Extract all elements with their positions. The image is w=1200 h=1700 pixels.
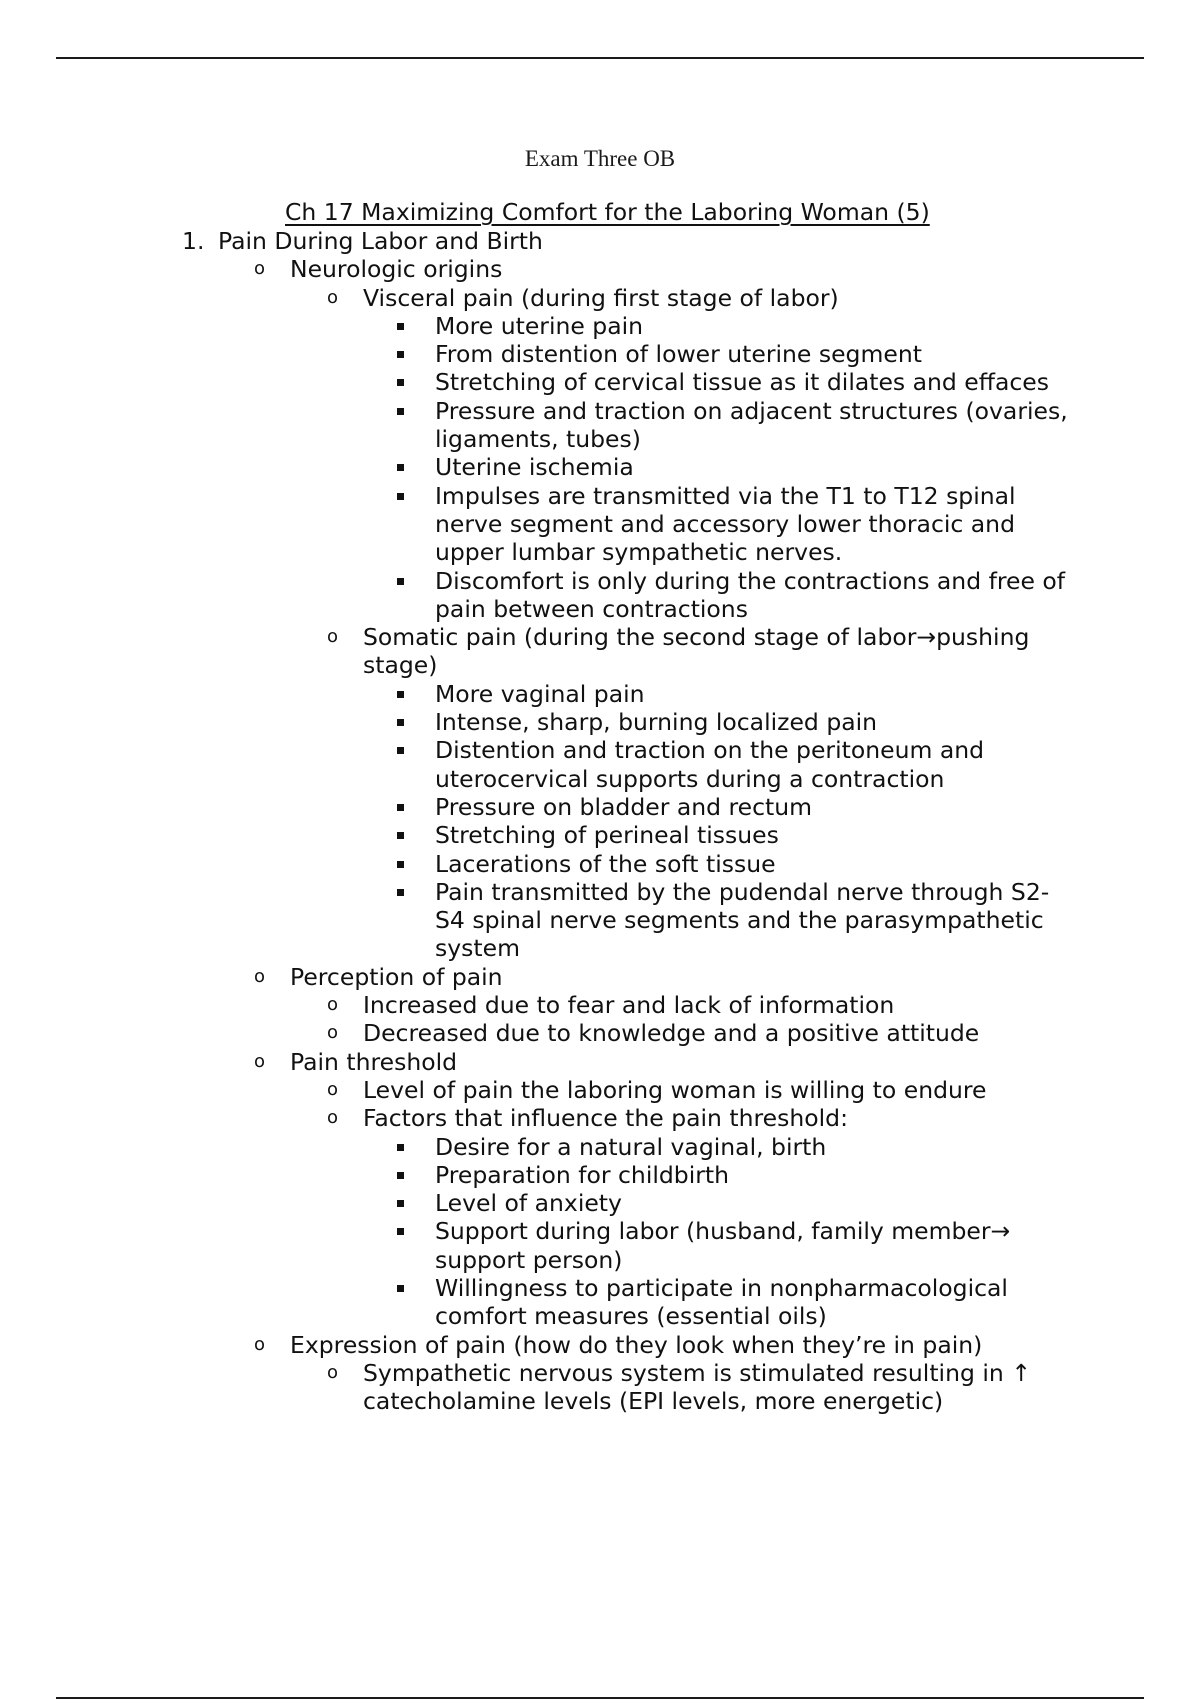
list-item-l4	[0, 1217, 1200, 1245]
circle-bullet-icon: o	[254, 965, 266, 987]
list-item-l4	[0, 793, 1200, 821]
list-item-text: Factors that influence the pain threshold:	[363, 1104, 848, 1133]
list-item-text: More uterine pain	[435, 311, 644, 340]
list-item-text: Pressure on bladder and rectum	[435, 792, 813, 821]
list-item-text: Somatic pain (during the second stage of labor→pushing	[363, 623, 1030, 652]
list-item-text: Pain transmitted by the pudendal nerve through S2-	[435, 877, 1050, 906]
list-item-text: Sympathetic nervous system is stimulated resulting in ↑	[363, 1358, 1031, 1387]
list-item-text: Pain threshold	[290, 1047, 458, 1076]
list-item-continuation	[0, 765, 1200, 793]
list-item-text: comfort measures (essential oils)	[435, 1302, 827, 1331]
square-bullet-icon	[397, 861, 404, 868]
outline-list	[0, 227, 1200, 1415]
list-item-continuation	[0, 651, 1200, 679]
list-item-text: support person)	[435, 1245, 623, 1274]
list-item-text: ligaments, tubes)	[435, 425, 641, 454]
list-item-continuation	[0, 1246, 1200, 1274]
footer-rule	[56, 1697, 1144, 1699]
square-bullet-icon	[397, 578, 404, 585]
list-item-l4	[0, 821, 1200, 849]
list-item-text: upper lumbar sympathetic nerves.	[435, 538, 843, 567]
list-item-continuation	[0, 510, 1200, 538]
list-item-text: system	[435, 934, 520, 963]
list-item-l4	[0, 878, 1200, 906]
chapter-heading: Ch 17 Maximizing Comfort for the Laboring Woman (5)	[285, 198, 930, 226]
list-item-text: Decreased due to knowledge and a positive attitude	[363, 1019, 980, 1048]
list-item-text: Preparation for childbirth	[435, 1160, 730, 1189]
list-item-continuation	[0, 425, 1200, 453]
list-item-text: Intense, sharp, burning localized pain	[435, 708, 878, 737]
list-item-text: More vaginal pain	[435, 679, 645, 708]
square-bullet-icon	[397, 691, 404, 698]
list-item-l3	[0, 1019, 1200, 1047]
list-item-text: S4 spinal nerve segments and the parasympathetic	[435, 906, 1044, 935]
list-item-l4	[0, 340, 1200, 368]
list-item-continuation	[0, 595, 1200, 623]
list-item-continuation	[0, 906, 1200, 934]
list-item-l3	[0, 991, 1200, 1019]
list-item-l3	[0, 623, 1200, 651]
list-item-l4	[0, 397, 1200, 425]
list-item-l3	[0, 1359, 1200, 1387]
list-item-text: Impulses are transmitted via the T1 to T12 spinal	[435, 481, 1016, 510]
list-item-text: Pressure and traction on adjacent structures (ovaries,	[435, 396, 1068, 425]
list-item-l3	[0, 284, 1200, 312]
list-item-text: uterocervical supports during a contraction	[435, 764, 945, 793]
square-bullet-icon	[397, 323, 404, 330]
list-item-l4	[0, 1189, 1200, 1217]
circle-bullet-icon: o	[254, 1333, 266, 1355]
list-item-text: Stretching of cervical tissue as it dilates and effaces	[435, 368, 1049, 397]
circle-bullet-icon: o	[327, 994, 339, 1016]
square-bullet-icon	[397, 464, 404, 471]
list-item-text: Neurologic origins	[290, 255, 503, 284]
list-item-l1	[0, 227, 1200, 255]
list-item-l4	[0, 850, 1200, 878]
circle-bullet-icon: o	[327, 1361, 339, 1383]
list-item-text: Increased due to fear and lack of information	[363, 991, 895, 1020]
list-item-l4	[0, 1161, 1200, 1189]
list-item-l2	[0, 1331, 1200, 1359]
list-item-l2	[0, 1048, 1200, 1076]
list-item-continuation	[0, 934, 1200, 962]
header-rule	[56, 57, 1144, 59]
list-item-l2	[0, 255, 1200, 283]
square-bullet-icon	[397, 1285, 404, 1292]
list-item-text: Stretching of perineal tissues	[435, 821, 779, 850]
list-item-l4	[0, 1133, 1200, 1161]
list-item-l4	[0, 680, 1200, 708]
list-item-text: Expression of pain (how do they look when they’re in pain)	[290, 1330, 983, 1359]
list-item-text: Perception of pain	[290, 962, 503, 991]
list-item-l2	[0, 963, 1200, 991]
square-bullet-icon	[397, 747, 404, 754]
list-item-text: Visceral pain (during first stage of labor)	[363, 283, 839, 312]
list-item-l4	[0, 567, 1200, 595]
list-item-text: Support during labor (husband, family member→	[435, 1217, 1011, 1246]
list-item-text: Willingness to participate in nonpharmacological	[435, 1273, 1008, 1302]
document-title: Exam Three OB	[524, 146, 676, 171]
circle-bullet-icon: o	[327, 1107, 339, 1129]
square-bullet-icon	[397, 1172, 404, 1179]
circle-bullet-icon: o	[327, 286, 339, 308]
square-bullet-icon	[397, 351, 404, 358]
list-item-l3	[0, 1104, 1200, 1132]
list-item-l4	[0, 736, 1200, 764]
list-item-continuation	[0, 538, 1200, 566]
square-bullet-icon	[397, 832, 404, 839]
list-item-l4	[0, 312, 1200, 340]
list-item-l4	[0, 1274, 1200, 1302]
list-item-text: catecholamine levels (EPI levels, more energetic)	[363, 1387, 944, 1416]
circle-bullet-icon: o	[254, 258, 266, 280]
list-item-l4	[0, 708, 1200, 736]
square-bullet-icon	[397, 1144, 404, 1151]
list-item-text: pain between contractions	[435, 594, 748, 623]
list-item-l4	[0, 368, 1200, 396]
circle-bullet-icon: o	[327, 1078, 339, 1100]
list-item-text: From distention of lower uterine segment	[435, 340, 922, 369]
list-item-text: Desire for a natural vaginal, birth	[435, 1132, 827, 1161]
list-item-text: Distention and traction on the peritoneum and	[435, 736, 985, 765]
square-bullet-icon	[397, 493, 404, 500]
list-item-text: Lacerations of the soft tissue	[435, 849, 776, 878]
square-bullet-icon	[397, 1228, 404, 1235]
list-item-text: Discomfort is only during the contractions and free of	[435, 566, 1066, 595]
list-item-continuation	[0, 1302, 1200, 1330]
list-item-text: Pain During Labor and Birth	[218, 227, 543, 255]
square-bullet-icon	[397, 379, 404, 386]
list-item-continuation	[0, 1387, 1200, 1415]
list-item-text: Uterine ischemia	[435, 453, 634, 482]
list-item-text: Level of pain the laboring woman is willing to endure	[363, 1075, 987, 1104]
list-item-text: nerve segment and accessory lower thoracic and	[435, 509, 1015, 538]
circle-bullet-icon: o	[327, 626, 339, 648]
list-item-l4	[0, 482, 1200, 510]
square-bullet-icon	[397, 408, 404, 415]
list-item-text: Level of anxiety	[435, 1189, 622, 1218]
square-bullet-icon	[397, 889, 404, 896]
list-number: 1.	[182, 227, 205, 255]
circle-bullet-icon: o	[327, 1022, 339, 1044]
square-bullet-icon	[397, 804, 404, 811]
square-bullet-icon	[397, 719, 404, 726]
list-item-text: stage)	[363, 651, 438, 680]
circle-bullet-icon: o	[254, 1050, 266, 1072]
list-item-l4	[0, 453, 1200, 481]
square-bullet-icon	[397, 1200, 404, 1207]
list-item-l3	[0, 1076, 1200, 1104]
